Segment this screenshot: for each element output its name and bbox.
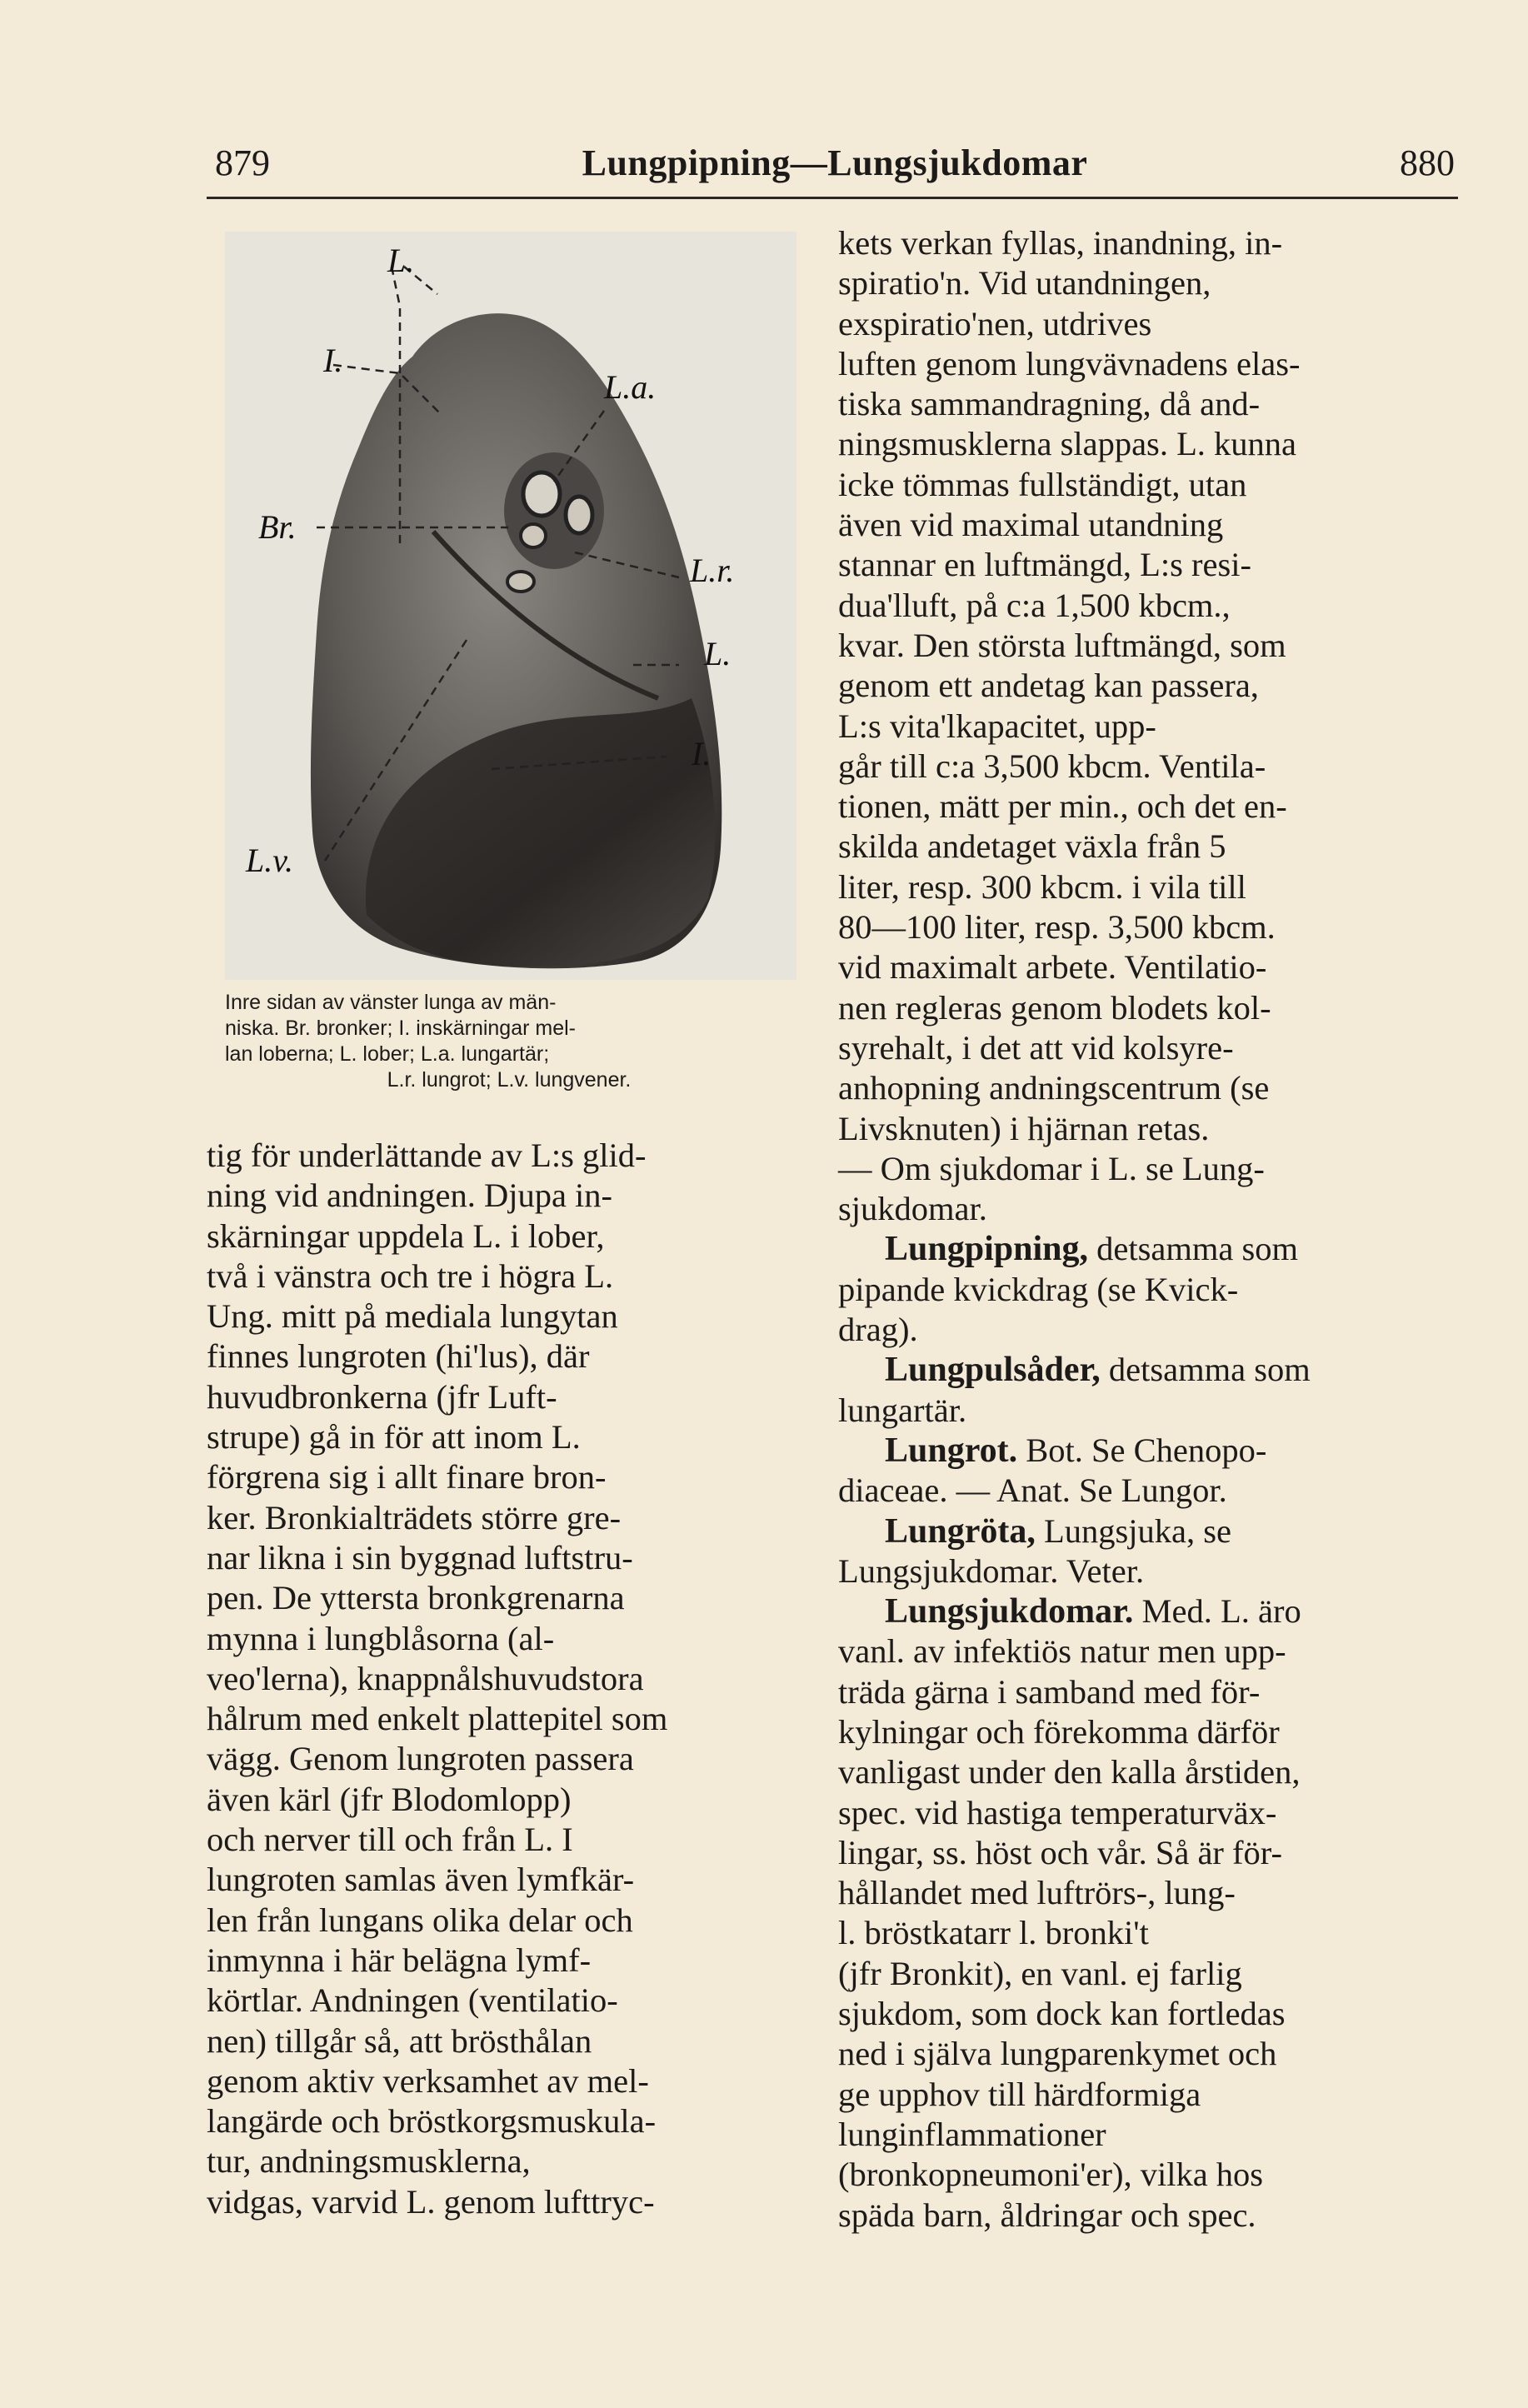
text-line: icke tömmas fullständigt, utan	[838, 465, 1247, 503]
caption-line: niska. Br. bronker; I. inskärningar mel-	[225, 1017, 576, 1040]
text-line: vanl. av infektiös natur men upp-	[838, 1632, 1286, 1671]
text-line: liter, resp. 300 kbcm. i vila till	[838, 867, 1246, 906]
text-line: mynna i lungblåsorna (al-	[207, 1619, 555, 1657]
text-line: tiska sammandragning, då and-	[838, 385, 1261, 423]
entry-lungrot: Lungrot. Bot. Se Chenopo-	[885, 1431, 1267, 1470]
label-br: Br.	[258, 508, 297, 546]
running-header	[215, 133, 1455, 192]
text-line: tur, andningsmusklerna,	[207, 2142, 531, 2181]
label-lv: L.v.	[246, 842, 294, 879]
text-line: ge upphov till härdformiga	[838, 2075, 1201, 2113]
text-line: sjukdom, som dock kan fortledas	[838, 1995, 1286, 2033]
text-line: Lungsjukdomar. Veter.	[838, 1551, 1145, 1590]
text-line: förgrena sig i allt finare bron-	[207, 1458, 607, 1496]
text-line: kylningar och förekomma därför	[838, 1712, 1280, 1751]
label-i-lower: I.	[692, 735, 712, 772]
entry-lungsjukdomar: Lungsjukdomar. Med. L. äro	[885, 1592, 1301, 1631]
text-line: lingar, ss. höst och vår. Så är för-	[838, 1833, 1282, 1871]
lung-figure	[225, 232, 796, 980]
text-line: genom aktiv verksamhet av mel-	[207, 2061, 649, 2100]
text-line: 80—100 liter, resp. 3,500 kbcm.	[838, 908, 1276, 947]
caption-line: L.r. lungrot; L.v. lungvener.	[387, 1068, 632, 1092]
text-line: tionen, mätt per min., och det en-	[838, 787, 1287, 826]
text-line: spiratio'n. Vid utandningen,	[838, 264, 1211, 302]
header-rule	[207, 197, 1458, 199]
left-column-text	[207, 1136, 802, 2222]
text-line: inmynna i här belägna lymf-	[207, 1941, 592, 1979]
entry-lungpulsader: Lungpulsåder, detsamma som	[885, 1351, 1311, 1390]
text-line: kets verkan fyllas, inandning, in-	[838, 224, 1283, 262]
text-line: två i vänstra och tre i högra L.	[207, 1256, 614, 1295]
label-l-top: L.	[387, 242, 415, 279]
text-line: l. bröstkatarr l. bronki't	[838, 1914, 1149, 1952]
text-line: — Om sjukdomar i L. se Lung-	[838, 1149, 1265, 1187]
text-line: dua'lluft, på c:a 1,500 kbcm.,	[838, 586, 1231, 624]
text-line: L:s vita'lkapacitet, upp-	[838, 707, 1156, 745]
text-line: luften genom lungvävnadens elas-	[838, 344, 1301, 382]
text-line: spec. vid hastiga temperaturväx-	[838, 1793, 1277, 1831]
text-line: nar likna i sin byggnad luftstru-	[207, 1538, 633, 1576]
text-line: hållandet med luftrörs-, lung-	[838, 1874, 1236, 1912]
text-line: späda barn, åldringar och spec.	[838, 2196, 1256, 2234]
entry-lungrota: Lungröta, Lungsjuka, se	[885, 1511, 1231, 1551]
entry-lungpipning: Lungpipning, detsamma som	[885, 1230, 1298, 1269]
text-line: ning vid andningen. Djupa in-	[207, 1177, 613, 1215]
caption-line: Inre sidan av vänster lunga av män-	[225, 991, 557, 1014]
caption-line: lan loberna; L. lober; L.a. lungartär;	[225, 1042, 550, 1066]
text-line: finnes lungroten (hi'lus), där	[207, 1337, 590, 1376]
text-line: kvar. Den största luftmängd, som	[838, 626, 1286, 664]
label-i-upper: I.	[323, 342, 343, 379]
right-column-text	[838, 223, 1438, 2236]
text-line: len från lungans olika delar och	[207, 1901, 633, 1939]
text-line: även kärl (jfr Blodomlopp)	[207, 1780, 572, 1818]
text-line: lunginflammationer	[838, 2115, 1106, 2153]
text-line: och nerver till och från L. I	[207, 1821, 573, 1859]
text-line: stannar en luftmängd, L:s resi-	[838, 546, 1251, 584]
text-line: huvudbronkerna (jfr Luft-	[207, 1377, 557, 1416]
text-line: även vid maximal utandning	[838, 506, 1224, 544]
text-line: vid maximalt arbete. Ventilatio-	[838, 948, 1267, 987]
text-line: pen. De yttersta bronkgrenarna	[207, 1579, 625, 1617]
text-line: hålrum med enkelt plattepitel som	[207, 1700, 668, 1738]
text-line: nen) tillgår så, att brösthålan	[207, 2021, 592, 2060]
text-line: går till c:a 3,500 kbcm. Ventila-	[838, 747, 1266, 785]
text-line: lungroten samlas även lymfkär-	[207, 1861, 635, 1899]
text-line: skärningar uppdela L. i lober,	[207, 1216, 605, 1255]
text-line: vägg. Genom lungroten passera	[207, 1740, 634, 1778]
left-page-number: 879	[215, 142, 270, 183]
text-line: pipande kvickdrag (se Kvick-	[838, 1270, 1239, 1308]
text-line: diaceae. — Anat. Se Lungor.	[838, 1471, 1227, 1510]
text-line: anhopning andningscentrum (se	[838, 1069, 1270, 1107]
text-line: skilda andetaget växla från 5	[838, 827, 1226, 866]
text-line: lungartär.	[838, 1391, 967, 1429]
text-line: strupe) gå in för att inom L.	[207, 1418, 581, 1456]
text-line: träda gärna i samband med för-	[838, 1672, 1261, 1711]
text-line: langärde och bröstkorgsmuskula-	[207, 2102, 657, 2141]
label-la: L.a.	[604, 368, 657, 406]
figure-caption	[225, 990, 793, 1093]
text-line: vidgas, varvid L. genom lufttryc-	[207, 2182, 655, 2221]
text-line: Ung. mitt på mediala lungytan	[207, 1297, 618, 1336]
text-line: nen regleras genom blodets kol-	[838, 988, 1271, 1027]
text-line: Livsknuten) i hjärnan retas.	[838, 1109, 1210, 1147]
right-page-number: 880	[1400, 142, 1455, 183]
text-line: vanligast under den kalla årstiden,	[838, 1753, 1301, 1791]
text-line: sjukdomar.	[838, 1190, 987, 1228]
text-line: syrehalt, i det att vid kolsyre-	[838, 1028, 1234, 1067]
text-line: drag).	[838, 1311, 918, 1349]
text-line: ningsmusklerna slappas. L. kunna	[838, 425, 1297, 463]
text-line: tig för underlättande av L:s glid-	[207, 1137, 647, 1174]
text-line: körtlar. Andningen (ventilatio-	[207, 1981, 618, 2020]
label-l-mid: L.	[704, 635, 732, 672]
text-line: (bronkopneumoni'er), vilka hos	[838, 2156, 1264, 2194]
text-line: ker. Bronkialträdets större gre-	[207, 1498, 622, 1536]
text-line: ned i själva lungparenkymet och	[838, 2035, 1277, 2073]
text-line: (jfr Bronkit), en vanl. ej farlig	[838, 1954, 1242, 1992]
text-line: veo'lerna), knappnålshuvudstora	[207, 1659, 644, 1697]
text-line: genom ett andetag kan passera,	[838, 667, 1259, 705]
label-lr: L.r.	[690, 552, 735, 589]
lung-illustration	[225, 232, 796, 980]
running-title: Lungpipning—Lungsjukdomar	[582, 142, 1088, 183]
text-line: exspiratio'nen, utdrives	[838, 304, 1152, 342]
